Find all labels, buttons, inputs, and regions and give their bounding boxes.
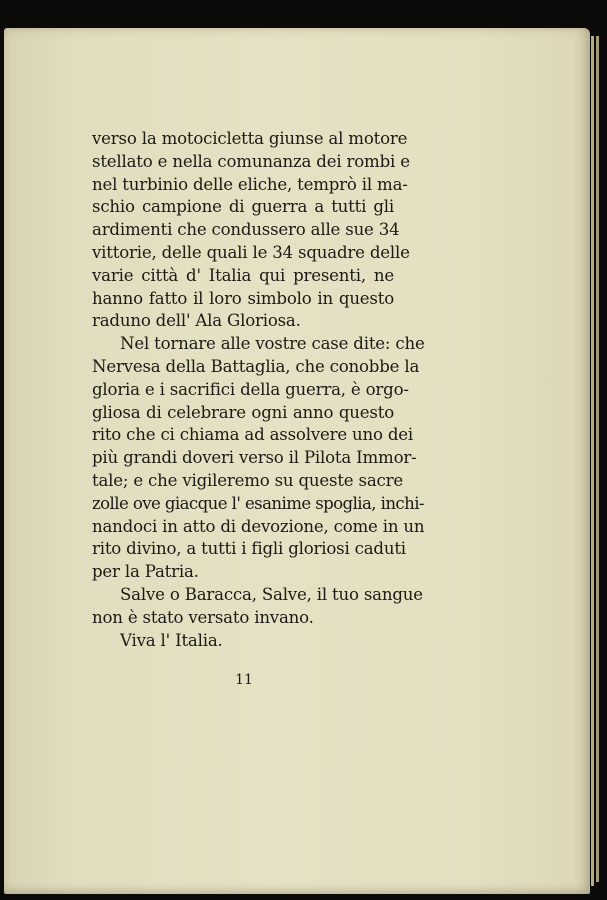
page-edge [596,36,599,882]
text-line: rito che ci chiama ad assolvere uno dei [92,425,414,445]
text-line: non è stato versato invano. [92,607,314,627]
text-line: Nel tornare alle vostre case dite: che [120,334,425,354]
text-line: gloria e i sacrifici della guerra, è orgo- [92,379,409,399]
text-line: gliosa di celebrare ogni anno questo [92,402,394,422]
text-line: più grandi doveri verso il Pilota Immor- [92,448,417,468]
text-line: nel turbinio delle eliche, temprò il ma- [92,174,408,194]
text-line: ardimenti che condussero alle sue 34 [92,220,400,240]
text-line: Viva l' Italia. [120,630,223,650]
text-line: Nervesa della Battaglia, che conobbe la [92,356,420,376]
text-line: tale; e che vigileremo su queste sacre [92,470,403,490]
body-text [92,128,425,652]
text-line: raduno dell' Ala Gloriosa. [92,311,301,331]
page-edge [591,36,594,886]
text-line: stellato e nella comunanza dei rombi e [92,151,410,171]
text-line: Salve o Baracca, Salve, il tuo sangue [120,584,423,604]
text-line: hanno fatto il loro simbolo in questo [92,288,394,308]
text-line: zolle ove giacque l' esanime spoglia, inchi- [92,493,424,513]
text-line: varie città d' Italia qui presenti, ne [92,265,394,285]
text-line: verso la motocicletta giunse al motore [92,129,408,148]
text-line: vittorie, delle quali le 34 squadre delle [92,242,410,262]
text-line: rito divino, a tutti i figli gloriosi caduti [92,539,406,559]
text-line: schio campione di guerra a tutti gli [92,197,394,217]
text-line: per la Patria. [92,562,199,582]
page-number: 11 [235,672,253,688]
text-line: nandoci in atto di devozione, come in un [92,516,425,536]
